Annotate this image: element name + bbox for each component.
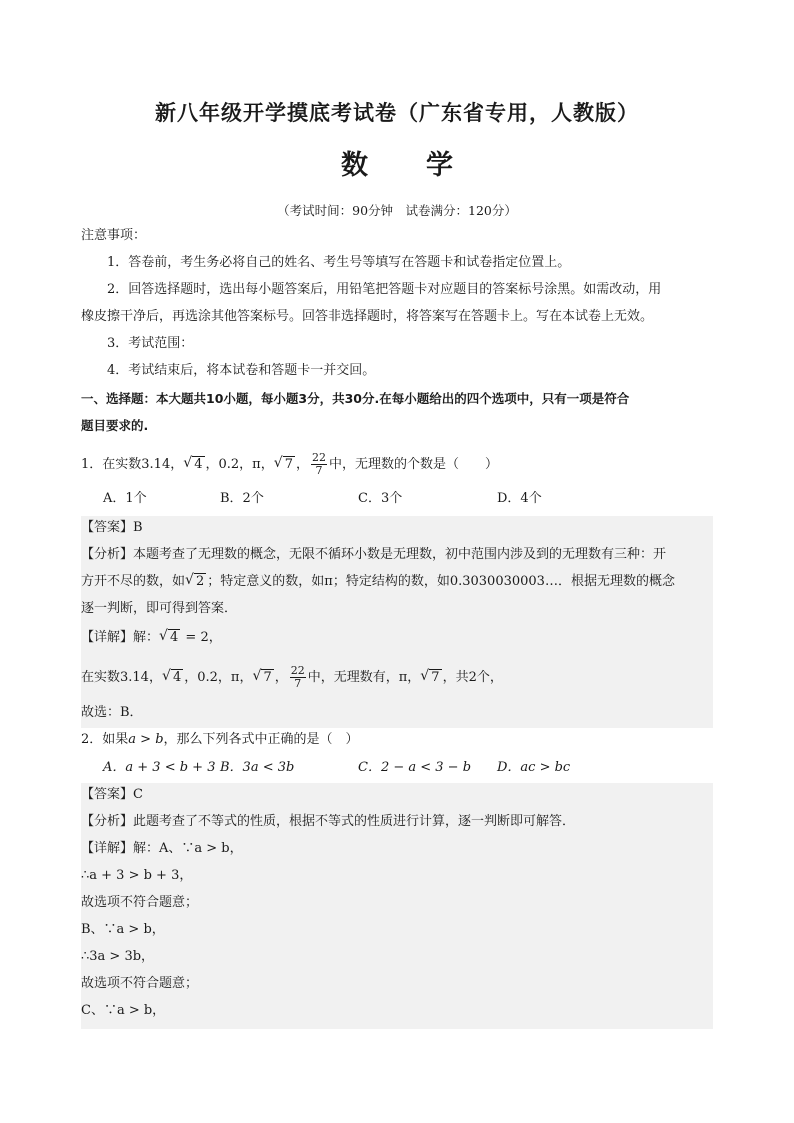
q1-analysis: 【分析】本题考查了无理数的概念，无限不循环小数是无理数，初中范围内涉及到的无理数有三种：开	[81, 547, 667, 562]
denominator: 7	[294, 677, 302, 690]
notice-item-2-cont: 橡皮擦干净后，再选涂其他答案标号。回答非选择题时，将答案写在答题卡上。写在本试卷上无效。	[81, 309, 654, 324]
q1-detail-2	[81, 665, 713, 690]
q2-detail-line: C、∵a > b，	[81, 1003, 166, 1018]
radicand: 4	[172, 670, 182, 685]
radicand: 2	[196, 574, 205, 589]
section-heading: 一、选择题：本大题共10小题，每小题3分，共30分.在每小题给出的四个选项中，只有一项是符合	[81, 391, 630, 406]
q2-option-b: B．3a < 3b	[220, 760, 295, 775]
detail-text: 在实数3.14，	[81, 670, 162, 685]
detail-text: 中，无理数有，π，	[307, 670, 421, 685]
section-heading-cont: 题目要求的.	[81, 418, 149, 433]
radicand: 7	[263, 670, 272, 685]
notice-heading: 注意事项：	[81, 228, 147, 243]
question-2-stem	[81, 730, 713, 750]
detail-text: = 2，	[181, 630, 222, 645]
q2-detail-line: ∴a + 3 > b + 3，	[81, 868, 193, 883]
numerator: 22	[312, 451, 327, 464]
sqrt-symbol	[160, 628, 180, 648]
q1-analysis-cont	[81, 572, 713, 592]
exam-info: （考试时间：90分钟 试卷满分：120分）	[277, 203, 517, 218]
notice-item-1: 1．答卷前，考生务必将自己的姓名、考生号等填写在答题卡和试卷指定位置上。	[107, 255, 571, 270]
q1-analysis-end: 逐一判断，即可得到答案．	[81, 601, 238, 616]
q2-detail-line: 故选项不符合题意；	[81, 976, 199, 991]
q2-detail-line: 故选项不符合题意；	[81, 895, 199, 910]
sqrt-symbol	[184, 455, 204, 475]
q1-answer: 【答案】B	[81, 520, 143, 535]
q1-option-a: A．1个	[103, 491, 147, 506]
numerator: 22	[290, 664, 305, 677]
detail-label: 【详解】解：	[81, 630, 160, 645]
q1-detail	[81, 628, 713, 648]
q2-answer: 【答案】C	[81, 787, 143, 802]
q2-analysis: 【分析】此题考查了不等式的性质，根据不等式的性质进行计算，逐一判断即可解答．	[81, 814, 576, 829]
sqrt-symbol	[163, 668, 183, 688]
sqrt-symbol	[253, 668, 273, 688]
radicand: 7	[431, 670, 440, 685]
q2-detail-line: ∴3a > 3b，	[81, 949, 155, 964]
q2-option-c: C．2 − a < 3 − b	[358, 760, 472, 775]
radicand: 7	[284, 457, 293, 472]
sqrt-symbol	[421, 668, 441, 688]
detail-text: ，	[274, 670, 288, 685]
fraction	[311, 452, 327, 477]
q2-detail-line: 【详解】解：A、∵a > b，	[81, 841, 243, 856]
detail-text: ，共2个，	[442, 670, 503, 685]
fraction	[290, 665, 306, 690]
q2-stem-text: 2．如果	[81, 732, 129, 747]
q1-option-c: C．3个	[358, 491, 403, 506]
radicand: 4	[170, 630, 179, 645]
q2-stem-text: ，那么下列各式中正确的是（ ）	[163, 732, 359, 747]
q1-conclusion: 故选：B．	[81, 705, 143, 720]
analysis-text: ；特定意义的数，如π；特定结构的数，如0.3030030003…．根据无理数的概念	[207, 574, 675, 589]
notice-item-2: 2．回答选择题时，选出每小题答案后，用铅笔把答题卡对应题目的答案标号涂黑。如需改动，用	[107, 282, 662, 297]
q1-suffix: 中，无理数的个数是（ ）	[329, 457, 499, 472]
question-1-stem	[81, 452, 713, 477]
denominator: 7	[315, 464, 323, 477]
subject-heading: 数学	[341, 150, 511, 181]
q2-option-d: D．ac > bc	[497, 760, 571, 775]
q2-option-a: A．a + 3 < b + 3	[103, 760, 216, 775]
q2-condition: a > b	[128, 732, 164, 747]
notice-item-3: 3．考试范围：	[107, 336, 194, 351]
radicand: 4	[194, 457, 203, 472]
q1-sep: ，	[296, 457, 310, 472]
q2-detail-line: B、∵a > b，	[81, 922, 165, 937]
q1-option-b: B．2个	[220, 491, 264, 506]
q1-prefix: 1．在实数3.14，	[81, 457, 184, 472]
detail-text: ，0.2，π，	[184, 670, 253, 685]
notice-item-4: 4．考试结束后，将本试卷和答题卡一并交回。	[107, 363, 376, 378]
q1-mid: ，0.2，π，	[205, 457, 274, 472]
analysis-text: 方开不尽的数，如	[81, 574, 186, 589]
sqrt-symbol	[275, 455, 295, 475]
sqrt-symbol	[186, 572, 206, 592]
exam-title: 新八年级开学摸底考试卷（广东省专用，人教版）	[155, 101, 639, 125]
q1-option-d: D．4个	[497, 491, 542, 506]
